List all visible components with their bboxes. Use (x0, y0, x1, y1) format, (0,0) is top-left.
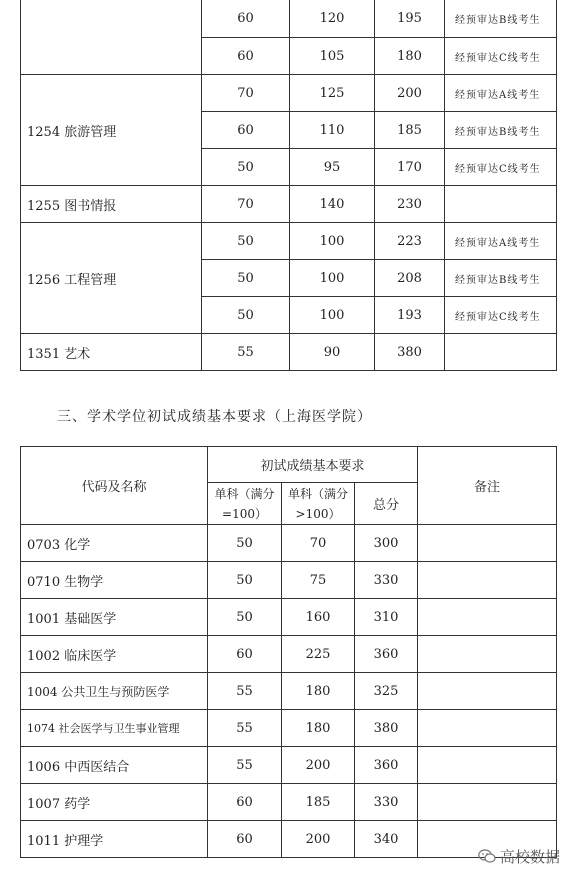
remark (418, 784, 557, 821)
watermark (478, 846, 560, 867)
score-single-over-100: 185 (282, 784, 355, 821)
score-single-100: 55 (202, 334, 290, 371)
score-single-over-100: 100 (290, 223, 375, 260)
score-total: 170 (375, 149, 445, 186)
score-single-100: 50 (202, 149, 290, 186)
program-name: 1002 临床医学 (21, 636, 208, 673)
remark (418, 673, 557, 710)
score-single-over-100: 90 (290, 334, 375, 371)
table-row (21, 562, 557, 599)
score-total: 208 (375, 260, 445, 297)
program-name: 1006 中西医结合 (21, 747, 208, 784)
score-single-100: 50 (208, 599, 282, 636)
score-total: 380 (375, 334, 445, 371)
score-single-over-100: 95 (290, 149, 375, 186)
score-total: 230 (375, 186, 445, 223)
remark (418, 747, 557, 784)
score-single-over-100: 225 (282, 636, 355, 673)
remark (418, 525, 557, 562)
score-total: 360 (355, 636, 418, 673)
academic-degree-scores-table (20, 446, 557, 858)
remark: 经预审达B线考生 (445, 112, 557, 149)
score-single-100: 60 (202, 38, 290, 75)
score-total: 310 (355, 599, 418, 636)
table-row (21, 334, 557, 371)
remark: 经预审达B线考生 (445, 260, 557, 297)
watermark-text: 高校数据 (500, 848, 561, 866)
score-single-over-100: 70 (282, 525, 355, 562)
score-single-100: 50 (202, 297, 290, 334)
table-row (21, 710, 557, 747)
table-row (21, 0, 557, 38)
score-total: 200 (375, 75, 445, 112)
remark (418, 636, 557, 673)
program-name: 1004 公共卫生与预防医学 (21, 673, 208, 710)
score-total: 180 (375, 38, 445, 75)
table-row (21, 525, 557, 562)
remark (445, 334, 557, 371)
score-single-over-100: 125 (290, 75, 375, 112)
score-total: 360 (355, 747, 418, 784)
table-row (21, 75, 557, 112)
remark: 经预审达A线考生 (445, 223, 557, 260)
remark (418, 562, 557, 599)
score-single-over-100: 105 (290, 38, 375, 75)
score-single-100: 50 (202, 223, 290, 260)
table-row (21, 223, 557, 260)
program-name: 1254 旅游管理 (21, 75, 202, 186)
score-single-100: 50 (208, 562, 282, 599)
remark: 经预审达C线考生 (445, 297, 557, 334)
remark (418, 599, 557, 636)
score-single-100: 55 (208, 710, 282, 747)
score-total: 185 (375, 112, 445, 149)
program-name: 0703 化学 (21, 525, 208, 562)
score-total: 300 (355, 525, 418, 562)
score-single-100: 70 (202, 186, 290, 223)
score-single-100: 60 (208, 636, 282, 673)
wechat-icon (478, 849, 496, 864)
program-name: 1007 药学 (21, 784, 208, 821)
program-name: 1351 艺术 (21, 334, 202, 371)
score-single-over-100: 100 (290, 297, 375, 334)
name-cell-empty (21, 0, 202, 75)
score-single-100: 70 (202, 75, 290, 112)
score-single-over-100: 75 (282, 562, 355, 599)
header-remark: 备注 (418, 447, 557, 525)
score-single-100: 60 (202, 112, 290, 149)
score-total: 330 (355, 784, 418, 821)
score-single-over-100: 200 (282, 821, 355, 858)
score-single-over-100: 180 (282, 710, 355, 747)
remark: 经预审达C线考生 (445, 149, 557, 186)
score-single-over-100: 120 (290, 0, 375, 38)
remark (418, 710, 557, 747)
score-single-over-100: 140 (290, 186, 375, 223)
remark: 经预审达C线考生 (445, 38, 557, 75)
table-row (21, 599, 557, 636)
remark (445, 186, 557, 223)
remark: 经预审达A线考生 (445, 75, 557, 112)
score-total: 330 (355, 562, 418, 599)
header-code-name: 代码及名称 (21, 447, 208, 525)
program-name: 1011 护理学 (21, 821, 208, 858)
program-name: 1256 工程管理 (21, 223, 202, 334)
score-single-100: 55 (208, 673, 282, 710)
score-total: 380 (355, 710, 418, 747)
score-total: 340 (355, 821, 418, 858)
table-row (21, 673, 557, 710)
score-single-over-100: 100 (290, 260, 375, 297)
remark: 经预审达B线考生 (445, 0, 557, 38)
score-single-100: 50 (202, 260, 290, 297)
score-total: 325 (355, 673, 418, 710)
score-total: 195 (375, 0, 445, 38)
header-total: 总分 (355, 483, 418, 525)
table-row (21, 186, 557, 223)
score-single-over-100: 200 (282, 747, 355, 784)
score-single-100: 55 (208, 747, 282, 784)
table-row (21, 821, 557, 858)
program-name: 1255 图书情报 (21, 186, 202, 223)
score-single-100: 60 (202, 0, 290, 38)
section-heading: 三、学术学位初试成绩基本要求（上海医学院） (57, 409, 372, 425)
score-single-over-100: 180 (282, 673, 355, 710)
header-single-over-100: 单科（满分>100） (282, 483, 355, 525)
program-name: 1074 社会医学与卫生事业管理 (21, 710, 208, 747)
score-total: 193 (375, 297, 445, 334)
table-row (21, 747, 557, 784)
score-single-100: 50 (208, 525, 282, 562)
score-single-over-100: 110 (290, 112, 375, 149)
header-score-group: 初试成绩基本要求 (208, 447, 418, 483)
score-single-100: 60 (208, 821, 282, 858)
score-total: 223 (375, 223, 445, 260)
header-row (21, 447, 557, 483)
table-row (21, 784, 557, 821)
score-single-100: 60 (208, 784, 282, 821)
score-single-over-100: 160 (282, 599, 355, 636)
admission-scores-table-continued (20, 0, 557, 371)
table-row (21, 636, 557, 673)
program-name: 0710 生物学 (21, 562, 208, 599)
program-name: 1001 基础医学 (21, 599, 208, 636)
header-single-100: 单科（满分=100） (208, 483, 282, 525)
